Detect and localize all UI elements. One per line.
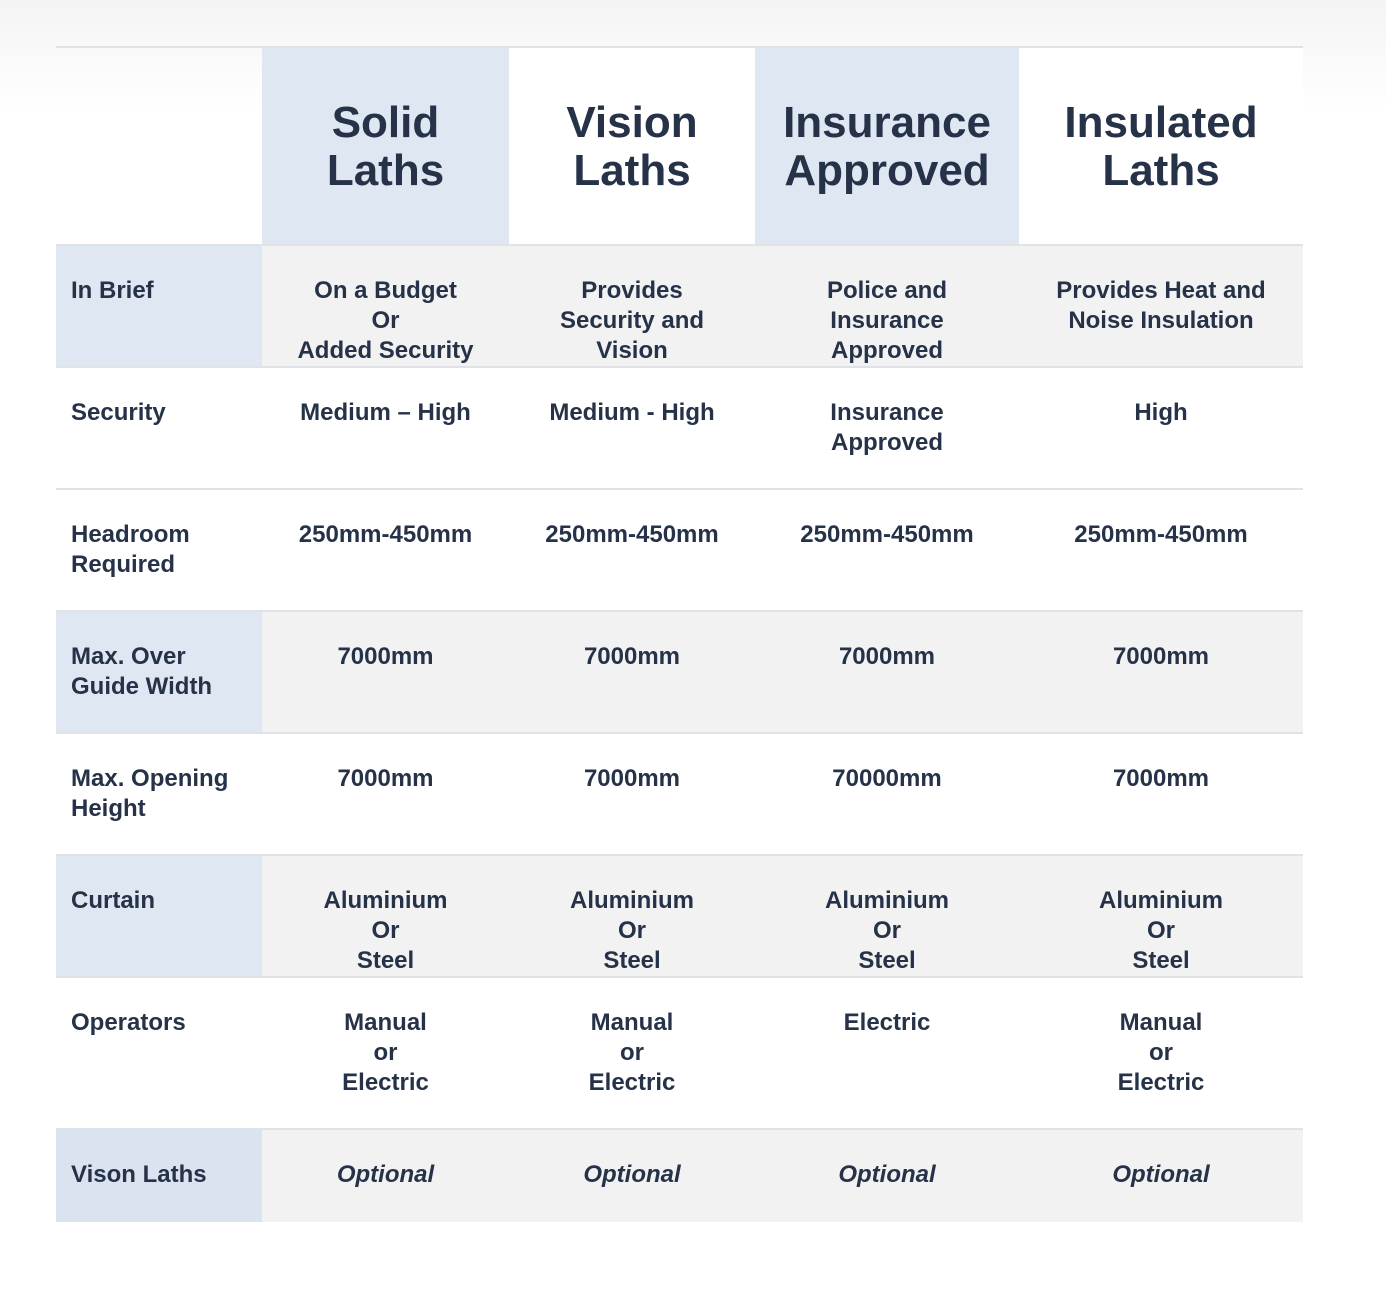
table-cell: Aluminium Or Steel <box>755 856 1019 978</box>
row-label: Headroom Required <box>56 490 262 612</box>
table-cell: Manual or Electric <box>1019 978 1303 1130</box>
table-cell: Aluminium Or Steel <box>262 856 509 978</box>
table-cell: Insurance Approved <box>755 368 1019 490</box>
table-cell: 7000mm <box>755 612 1019 734</box>
table-cell: Optional <box>509 1130 755 1222</box>
table-cell: 250mm-450mm <box>262 490 509 612</box>
table-cell: Optional <box>1019 1130 1303 1222</box>
row-label: Curtain <box>56 856 262 978</box>
table-cell: Medium - High <box>509 368 755 490</box>
table-cell: Aluminium Or Steel <box>509 856 755 978</box>
table-cell: On a Budget Or Added Security <box>262 246 509 368</box>
table-cell: 7000mm <box>509 734 755 856</box>
table-cell: Optional <box>755 1130 1019 1222</box>
table-cell: 7000mm <box>1019 734 1303 856</box>
table-cell: 7000mm <box>509 612 755 734</box>
table-cell: 250mm-450mm <box>509 490 755 612</box>
header-corner <box>56 48 262 246</box>
row-label: Max. Opening Height <box>56 734 262 856</box>
table-cell: Manual or Electric <box>509 978 755 1130</box>
table-cell: High <box>1019 368 1303 490</box>
table-cell: 70000mm <box>755 734 1019 856</box>
table-cell: 7000mm <box>1019 612 1303 734</box>
table-cell: 7000mm <box>262 612 509 734</box>
table-cell: Manual or Electric <box>262 978 509 1130</box>
row-label: Operators <box>56 978 262 1130</box>
row-label: In Brief <box>56 246 262 368</box>
column-header-solid-laths: Solid Laths <box>262 48 509 246</box>
table-cell: Police and Insurance Approved <box>755 246 1019 368</box>
column-header-vision-laths: Vision Laths <box>509 48 755 246</box>
table-cell: Provides Security and Vision <box>509 246 755 368</box>
table-cell: Medium – High <box>262 368 509 490</box>
column-header-insulated-laths: Insulated Laths <box>1019 48 1303 246</box>
table-cell: Electric <box>755 978 1019 1130</box>
comparison-table <box>56 46 1303 1222</box>
row-label: Vison Laths <box>56 1130 262 1222</box>
table-cell: 7000mm <box>262 734 509 856</box>
table-cell: 250mm-450mm <box>755 490 1019 612</box>
table-cell: Provides Heat and Noise Insulation <box>1019 246 1303 368</box>
table-cell: Aluminium Or Steel <box>1019 856 1303 978</box>
table-cell: Optional <box>262 1130 509 1222</box>
column-header-insurance-approved: Insurance Approved <box>755 48 1019 246</box>
table-cell: 250mm-450mm <box>1019 490 1303 612</box>
row-label: Security <box>56 368 262 490</box>
row-label: Max. Over Guide Width <box>56 612 262 734</box>
